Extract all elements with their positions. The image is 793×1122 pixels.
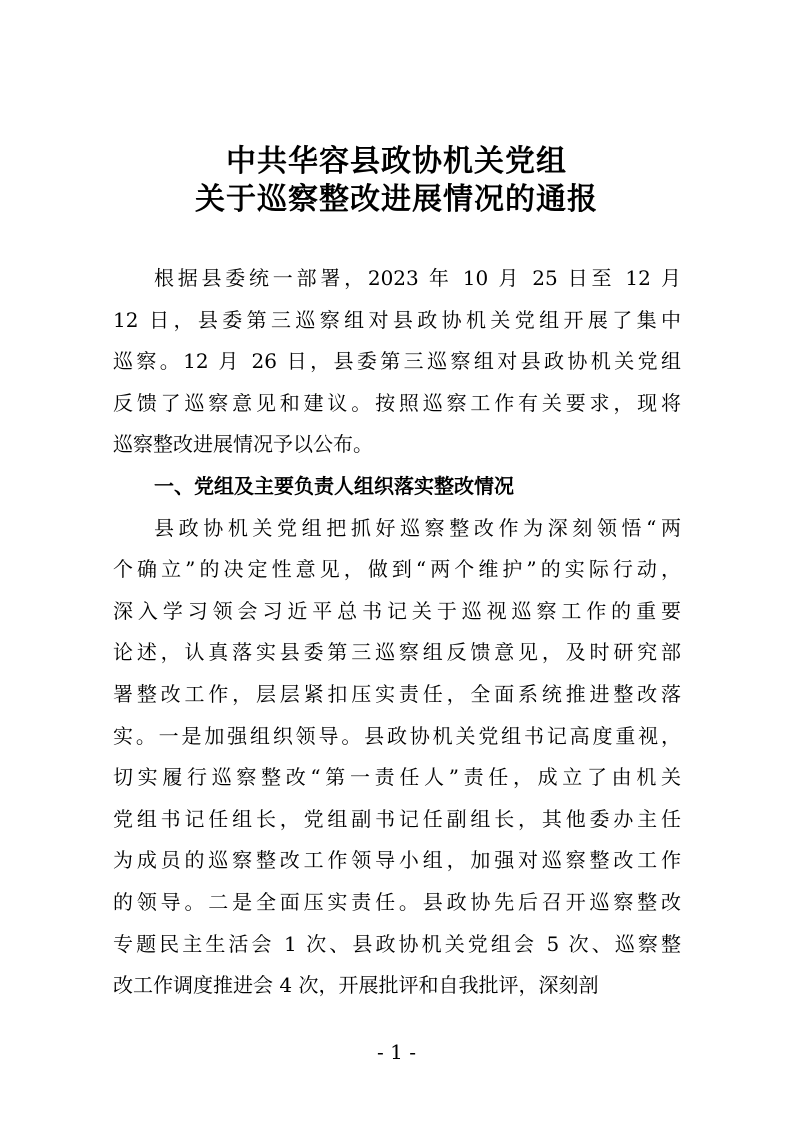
paragraph-line: 专题民主生活会 1 次、县政协机关党组会 5 次、巡察整 [113,931,681,956]
paragraph-line: 为成员的巡察整改工作领导小组，加强对巡察整改工作 [113,848,681,873]
paragraph-line: 论述，认真落实县委第三巡察组反馈意见，及时研究部 [113,640,681,665]
paragraph-line: 深入学习领会习近平总书记关于巡视巡察工作的重要 [113,598,681,623]
page-number: - 1 - [377,1040,416,1064]
paragraph-line: 署整改工作，层层紧扣压实责任，全面系统推进整改落 [113,681,681,706]
paragraph-line: 实。一是加强组织领导。县政协机关党组书记高度重视， [113,723,681,748]
paragraph-line: 反馈了巡察意见和建议。按照巡察工作有关要求，现将 [113,390,681,415]
paragraph-line: 党组书记任组长，党组副书记任副组长，其他委办主任 [113,806,681,831]
document-body [113,258,681,1007]
paragraph-line: 切实履行巡察整改“第一责任人”责任，成立了由机关 [113,765,681,790]
document-title-line-2: 关于巡察整改进展情况的通报 [195,182,598,217]
section-heading: 一、党组及主要负责人组织落实整改情况 [154,473,514,498]
paragraph-line: 巡察。12 月 26 日，县委第三巡察组对县政协机关党组 [113,349,681,374]
paragraph-line: 县政协机关党组把抓好巡察整改作为深刻领悟“两 [154,515,681,540]
paragraph-line: 根据县委统一部署，2023 年 10 月 25 日至 12 月 [154,266,681,290]
paragraph-line: 改工作调度推进会 4 次，开展批评和自我批评，深刻剖 [113,973,599,998]
paragraph-line: 12 日，县委第三巡察组对县政协机关党组开展了集中 [113,307,681,332]
paragraph-line: 巡察整改进展情况予以公布。 [113,432,373,457]
paragraph-line: 的领导。二是全面压实责任。县政协先后召开巡察整改 [113,889,681,914]
document-title-line-1: 中共华容县政协机关党组 [226,144,567,179]
paragraph-line: 个确立”的决定性意见，做到“两个维护”的实际行动， [113,557,681,582]
